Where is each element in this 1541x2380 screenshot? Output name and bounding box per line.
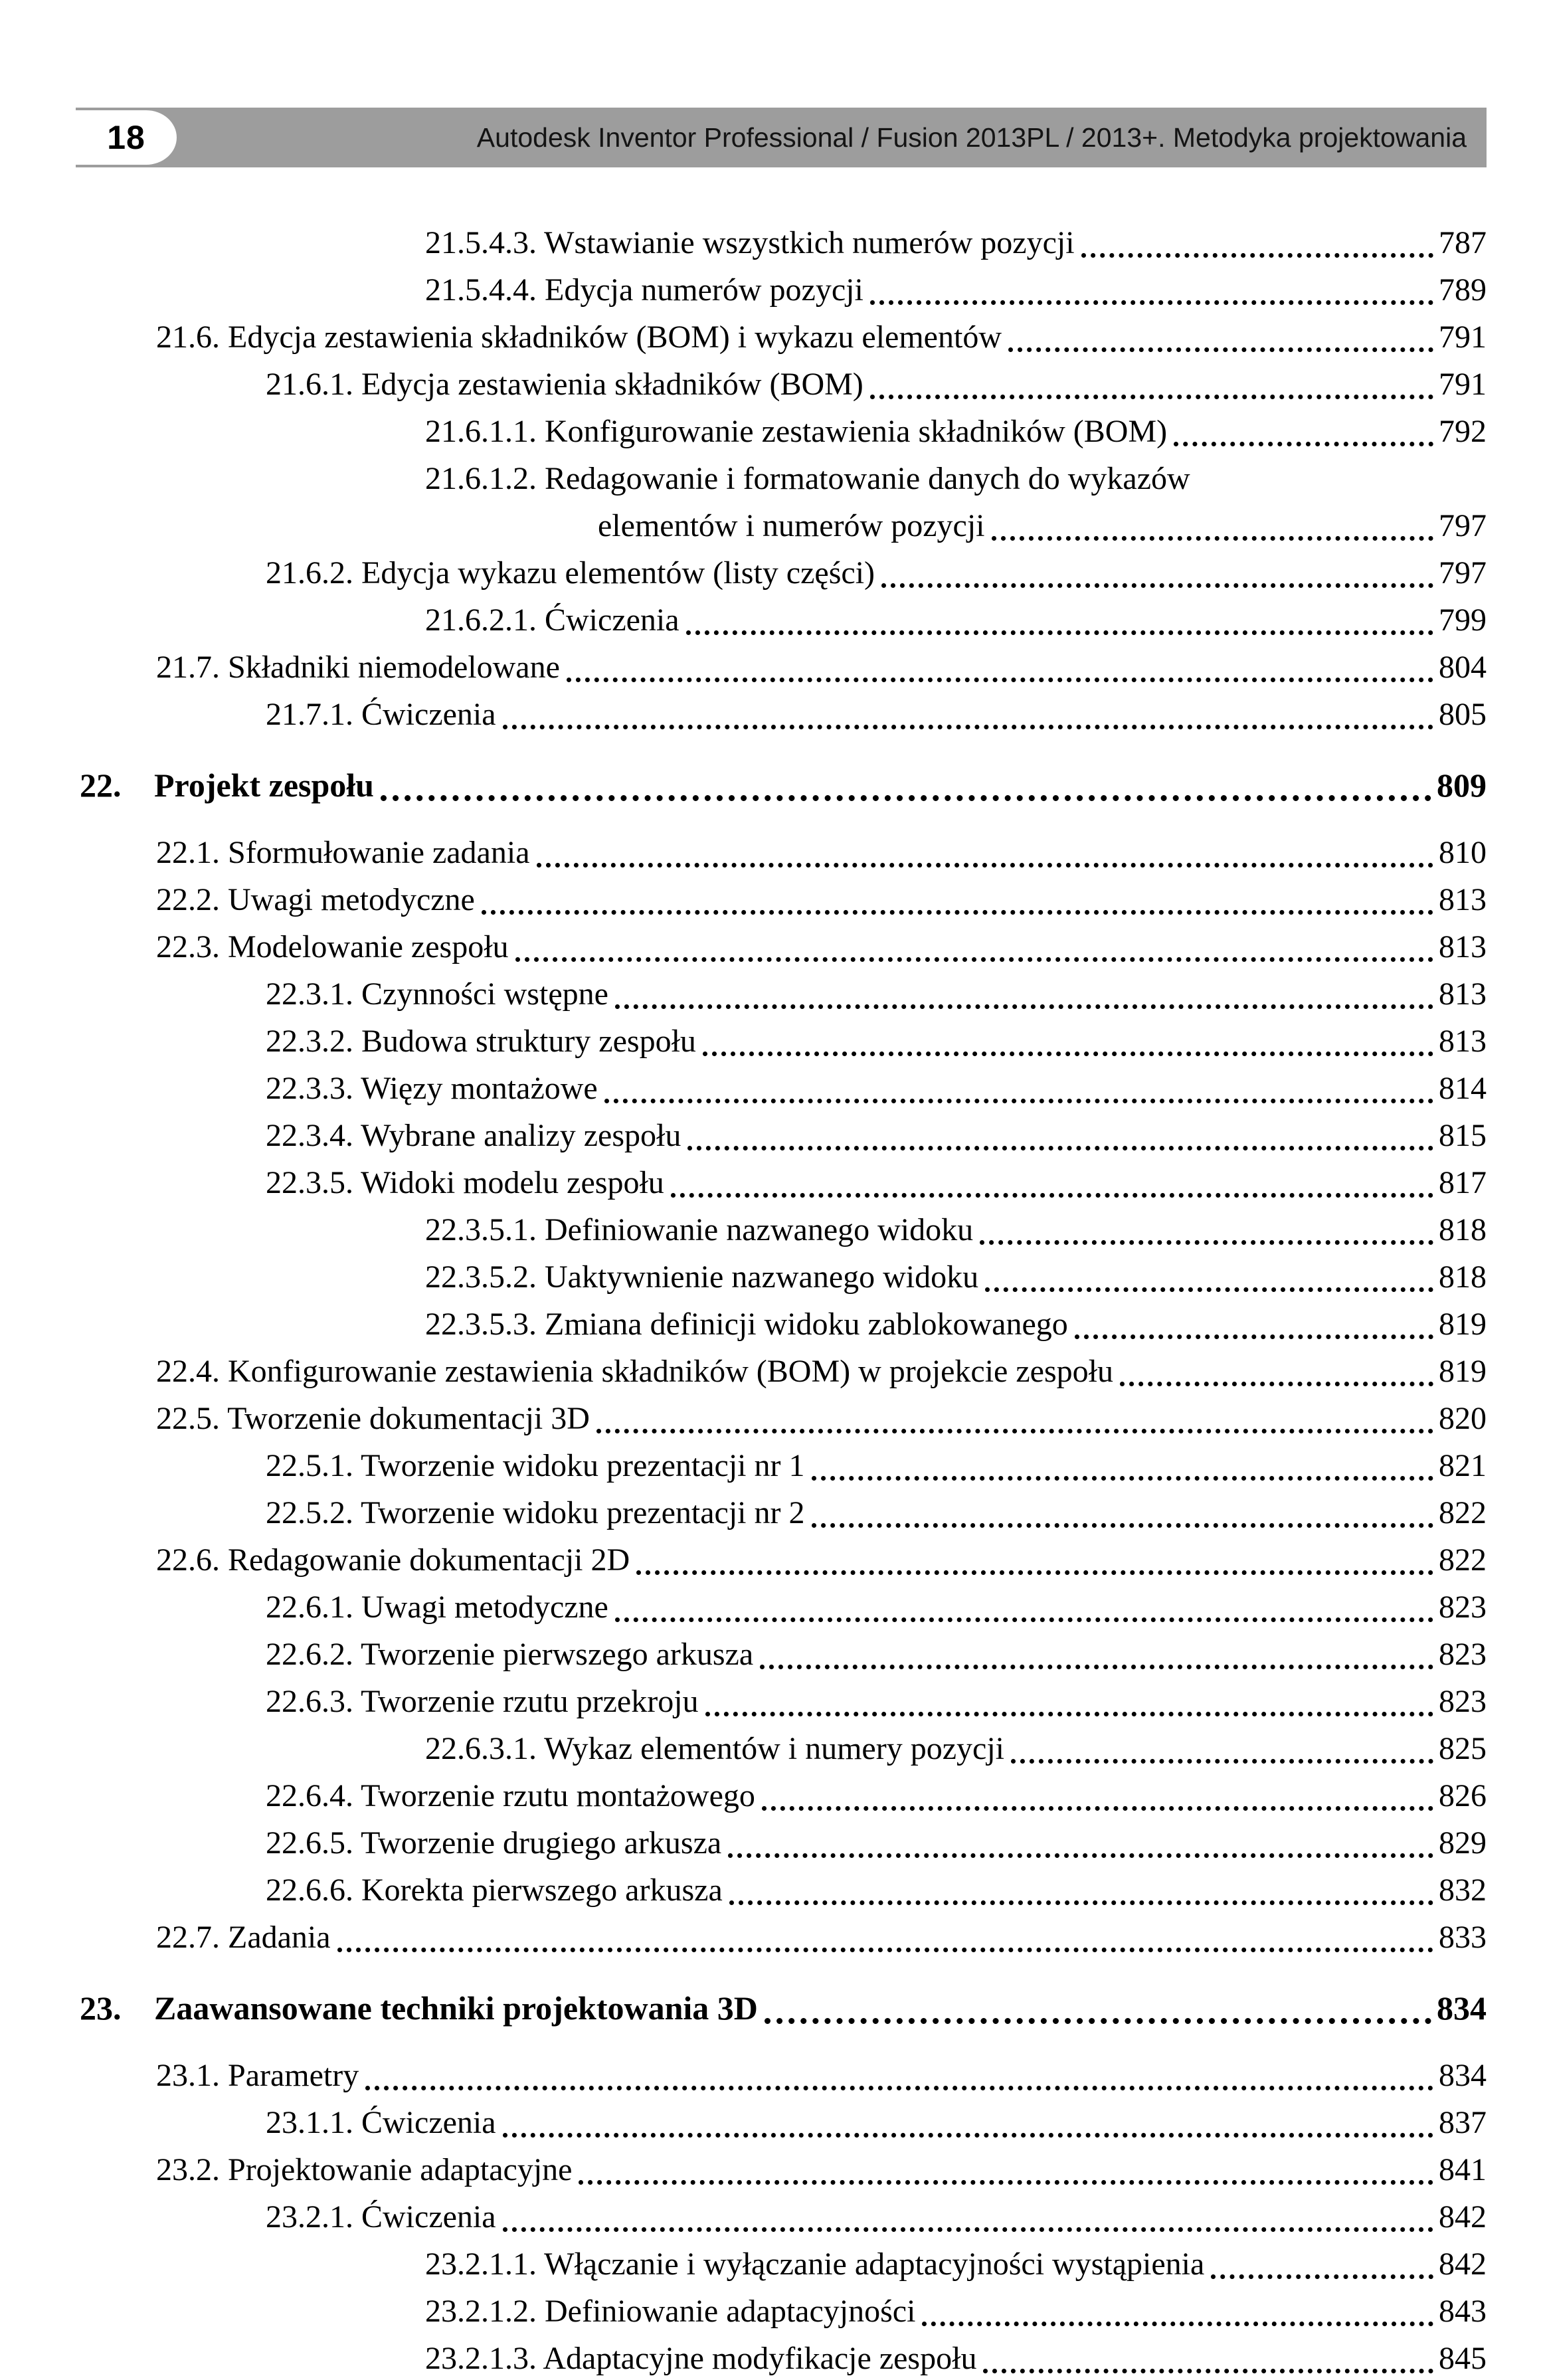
toc-entry — [266, 1631, 1487, 1678]
toc-entry-label: 22.1. Sformułowanie zadania — [156, 835, 530, 870]
toc-page-number: 822 — [1439, 1495, 1487, 1530]
running-header-title: Autodesk Inventor Professional / Fusion 2013PL / 2013+. Metodyka projektowania — [476, 122, 1467, 153]
toc-leader-dots — [760, 1665, 1433, 1669]
toc-leader-dots — [983, 2369, 1433, 2373]
toc-leader-dots — [1011, 1759, 1433, 1764]
toc-entry-label: 22.3.5. Widoki modelu zespołu — [266, 1165, 664, 1200]
toc-entry-label: 23.1.1. Ćwiczenia — [266, 2105, 496, 2140]
toc-page-number: 832 — [1439, 1873, 1487, 1908]
toc-entry-label: 22.5.1. Tworzenie widoku prezentacji nr 1 — [266, 1448, 805, 1483]
toc-entry-label: 22.3.2. Budowa struktury zespołu — [266, 1024, 696, 1059]
toc-entry-label: 22.6.5. Tworzenie drugiego arkusza — [266, 1825, 722, 1861]
toc-page-number: 810 — [1439, 835, 1487, 870]
toc-entry-label: 22.6.4. Tworzenie rzutu montażowego — [266, 1778, 755, 1813]
toc-entry — [425, 1206, 1487, 1253]
toc-entry-label: 22.2. Uwagi metodyczne — [156, 882, 475, 917]
toc-entry — [266, 1678, 1487, 1725]
toc-leader-dots — [812, 1476, 1434, 1481]
toc-page-number: 833 — [1439, 1920, 1487, 1955]
toc-page-number: 820 — [1439, 1401, 1487, 1436]
toc-entry-label: 21.6.1. Edycja zestawienia składników (BOM) — [266, 367, 863, 402]
toc-entry — [156, 829, 1487, 876]
toc-entry — [156, 876, 1487, 923]
toc-leader-dots — [870, 395, 1433, 399]
toc-page-number: 818 — [1439, 1212, 1487, 1247]
toc-entry — [266, 1819, 1487, 1867]
toc-entry — [80, 762, 1487, 809]
toc-page-number: 823 — [1439, 1637, 1487, 1672]
toc-entry-label: 21.6.1.1. Konfigurowanie zestawienia składników (BOM) — [425, 414, 1168, 449]
toc-leader-dots — [870, 300, 1433, 305]
toc-leader-dots — [686, 630, 1433, 635]
toc-page-number: 826 — [1439, 1778, 1487, 1813]
toc-entry — [425, 408, 1487, 455]
toc-leader-dots — [671, 1193, 1433, 1198]
toc-entry-label: 22.5. Tworzenie dokumentacji 3D — [156, 1401, 590, 1436]
toc-entry — [266, 1867, 1487, 1914]
toc-leader-dots — [881, 583, 1433, 588]
toc-page-number: 814 — [1439, 1071, 1487, 1106]
toc-leader-dots — [503, 725, 1433, 729]
toc-leader-dots — [728, 1853, 1433, 1858]
toc-page-number: 799 — [1439, 602, 1487, 638]
toc-page-number: 797 — [1439, 555, 1487, 591]
toc-entry — [266, 1442, 1487, 1489]
toc-leader-dots — [503, 2133, 1433, 2138]
toc-leader-dots — [729, 1900, 1433, 1905]
toc-leader-dots — [567, 678, 1433, 682]
toc-entry — [425, 1253, 1487, 1301]
toc-chapter-number: 22. — [80, 767, 122, 804]
toc-page-number: 809 — [1437, 767, 1487, 804]
toc-entry-label: 23.2.1.2. Definiowanie adaptacyjności — [425, 2294, 916, 2329]
toc-entry — [266, 1159, 1487, 1206]
toc-leader-dots — [1075, 1334, 1433, 1339]
toc-entry — [425, 2288, 1487, 2335]
toc-entry — [156, 2052, 1487, 2099]
toc-entry-label: 21.6.2. Edycja wykazu elementów (listy części) — [266, 555, 875, 591]
toc-page-number: 829 — [1439, 1825, 1487, 1861]
toc-page-number: 843 — [1439, 2294, 1487, 2329]
page-number: 18 — [107, 119, 145, 156]
toc-leader-dots — [381, 795, 1431, 801]
toc-entry — [156, 314, 1487, 361]
toc-entry-label: 22.6. Redagowanie dokumentacji 2D — [156, 1542, 630, 1578]
toc-leader-dots — [1081, 253, 1433, 258]
toc-entry — [156, 923, 1487, 970]
toc-entry-label: 23.2.1. Ćwiczenia — [266, 2199, 496, 2235]
toc-entry-label: 21.5.4.3. Wstawianie wszystkich numerów pozycji — [425, 225, 1075, 260]
toc-entry — [156, 1914, 1487, 1961]
toc-entry-label: Projekt zespołu — [154, 767, 374, 804]
toc-entry — [156, 1395, 1487, 1442]
toc-page-number: 813 — [1439, 1024, 1487, 1059]
toc-entry-label: 22.3. Modelowanie zespołu — [156, 929, 509, 964]
toc-page-number: 825 — [1439, 1731, 1487, 1766]
toc-entry — [266, 361, 1487, 408]
toc-leader-dots — [615, 1617, 1433, 1622]
toc-entry-label: elementów i numerów pozycji — [598, 508, 985, 543]
toc-entry-label: 21.7. Składniki niemodelowane — [156, 650, 560, 685]
toc-entry-label: 23.1. Parametry — [156, 2058, 359, 2093]
toc-page-number: 789 — [1439, 272, 1487, 308]
toc-leader-dots — [615, 1004, 1433, 1009]
toc-entry-label: 22.4. Konfigurowanie zestawienia składników (BOM) w projekcie zespołu — [156, 1354, 1113, 1389]
toc-page-number: 837 — [1439, 2105, 1487, 2140]
toc-leader-dots — [596, 1429, 1433, 1433]
toc-entry-label: 22.3.5.2. Uaktywnienie nazwanego widoku — [425, 1259, 979, 1295]
toc-entry — [598, 502, 1487, 549]
toc-entry — [266, 1772, 1487, 1819]
toc-page-number: 813 — [1439, 882, 1487, 917]
toc-chapter-number: 23. — [80, 1989, 122, 2027]
toc-entry — [425, 455, 1487, 502]
toc-leader-dots — [482, 910, 1433, 915]
toc-page-number: 791 — [1439, 320, 1487, 355]
toc-entry — [425, 596, 1487, 644]
toc-page-number: 821 — [1439, 1448, 1487, 1483]
toc-entry — [266, 1112, 1487, 1159]
toc-entry-label: 22.3.4. Wybrane analizy zespołu — [266, 1118, 681, 1153]
toc-entry — [425, 266, 1487, 314]
toc-page-number: 804 — [1439, 650, 1487, 685]
toc-leader-dots — [515, 957, 1433, 962]
toc-entry-label: 22.3.3. Więzy montażowe — [266, 1071, 598, 1106]
toc-leader-dots — [812, 1523, 1434, 1528]
toc-leader-dots — [703, 1052, 1433, 1056]
toc-leader-dots — [765, 2018, 1431, 2024]
toc-entry-label: 21.7.1. Ćwiczenia — [266, 697, 496, 732]
toc-entry-label: 21.6.2.1. Ćwiczenia — [425, 602, 680, 638]
toc-page-number: 787 — [1439, 225, 1487, 260]
toc-leader-dots — [922, 2322, 1433, 2326]
toc-entry — [425, 1725, 1487, 1772]
toc-page-number: 823 — [1439, 1590, 1487, 1625]
toc-page-number: 819 — [1439, 1354, 1487, 1389]
toc-page-number: 792 — [1439, 414, 1487, 449]
toc-entry-label: 22.5.2. Tworzenie widoku prezentacji nr 2 — [266, 1495, 805, 1530]
toc-leader-dots — [365, 2086, 1433, 2090]
toc-entry — [156, 2146, 1487, 2193]
toc-leader-dots — [1174, 442, 1433, 446]
toc-entry — [425, 219, 1487, 266]
toc-leader-dots — [762, 1806, 1433, 1811]
toc-entry-label: 21.6.1.2. Redagowanie i formatowanie danych do wykazów — [425, 461, 1190, 496]
toc-page-number: 818 — [1439, 1259, 1487, 1295]
toc-entry — [80, 1985, 1487, 2032]
toc-page-number: 842 — [1439, 2199, 1487, 2235]
toc-entry-label: 21.6. Edycja zestawienia składników (BOM) i wykazu elementów — [156, 320, 1002, 355]
toc-leader-dots — [980, 1240, 1433, 1245]
toc-entry — [266, 2099, 1487, 2146]
toc-entry-label: 22.6.3.1. Wykaz elementów i numery pozycji — [425, 1731, 1004, 1766]
table-of-contents — [80, 219, 1487, 2380]
toc-entry — [425, 1301, 1487, 1348]
toc-leader-dots — [503, 2227, 1433, 2232]
toc-entry-label: 22.7. Zadania — [156, 1920, 331, 1955]
toc-page-number: 819 — [1439, 1307, 1487, 1342]
page-number-badge — [76, 110, 177, 165]
toc-entry-label: 22.3.1. Czynności wstępne — [266, 976, 608, 1012]
toc-entry — [266, 691, 1487, 738]
toc-entry-label: 21.5.4.4. Edycja numerów pozycji — [425, 272, 863, 308]
toc-entry-label: 23.2.1.3. Adaptacyjne modyfikacje zespołu — [425, 2341, 977, 2376]
toc-entry — [156, 644, 1487, 691]
toc-page-number: 815 — [1439, 1118, 1487, 1153]
toc-page-number: 834 — [1439, 2058, 1487, 2093]
header-bar — [76, 108, 1487, 167]
toc-page-number: 823 — [1439, 1684, 1487, 1719]
toc-entry — [266, 2193, 1487, 2241]
toc-page-number: 813 — [1439, 976, 1487, 1012]
toc-leader-dots — [985, 1287, 1433, 1292]
toc-entry-label: 22.6.3. Tworzenie rzutu przekroju — [266, 1684, 699, 1719]
toc-leader-dots — [705, 1712, 1433, 1716]
toc-page-number: 841 — [1439, 2152, 1487, 2187]
toc-page-number: 845 — [1439, 2341, 1487, 2376]
toc-page-number: 791 — [1439, 367, 1487, 402]
toc-leader-dots — [579, 2180, 1433, 2185]
toc-entry — [266, 1584, 1487, 1631]
toc-leader-dots — [1008, 347, 1433, 352]
toc-leader-dots — [687, 1146, 1433, 1150]
toc-page-number: 822 — [1439, 1542, 1487, 1578]
toc-entry — [156, 1536, 1487, 1584]
toc-page-number: 842 — [1439, 2246, 1487, 2282]
toc-entry — [266, 970, 1487, 1018]
toc-entry-label: Zaawansowane techniki projektowania 3D — [154, 1989, 758, 2027]
toc-leader-dots — [992, 536, 1434, 541]
toc-page-number: 813 — [1439, 929, 1487, 964]
toc-leader-dots — [604, 1099, 1433, 1103]
toc-entry-label: 22.6.1. Uwagi metodyczne — [266, 1590, 608, 1625]
toc-entry-label: 23.2. Projektowanie adaptacyjne — [156, 2152, 573, 2187]
toc-page-number: 805 — [1439, 697, 1487, 732]
toc-leader-dots — [636, 1570, 1433, 1575]
toc-entry — [266, 1065, 1487, 1112]
toc-entry-label: 22.6.6. Korekta pierwszego arkusza — [266, 1873, 723, 1908]
toc-leader-dots — [1120, 1382, 1433, 1386]
toc-page-number: 817 — [1439, 1165, 1487, 1200]
toc-entry-label: 23.2.1.1. Włączanie i wyłączanie adaptacyjności wystąpienia — [425, 2246, 1205, 2282]
toc-page-number: 834 — [1437, 1989, 1487, 2027]
toc-entry — [266, 1018, 1487, 1065]
toc-entry — [425, 2335, 1487, 2380]
toc-entry — [425, 2241, 1487, 2288]
toc-leader-dots — [1211, 2274, 1433, 2279]
toc-page-number: 797 — [1439, 508, 1487, 543]
toc-entry — [156, 1348, 1487, 1395]
toc-entry-label: 22.3.5.1. Definiowanie nazwanego widoku — [425, 1212, 974, 1247]
toc-entry-label: 22.3.5.3. Zmiana definicji widoku zablokowanego — [425, 1307, 1068, 1342]
toc-entry — [266, 549, 1487, 596]
toc-entry — [266, 1489, 1487, 1536]
toc-leader-dots — [337, 1948, 1433, 1952]
toc-leader-dots — [537, 863, 1434, 868]
toc-entry-label: 22.6.2. Tworzenie pierwszego arkusza — [266, 1637, 754, 1672]
